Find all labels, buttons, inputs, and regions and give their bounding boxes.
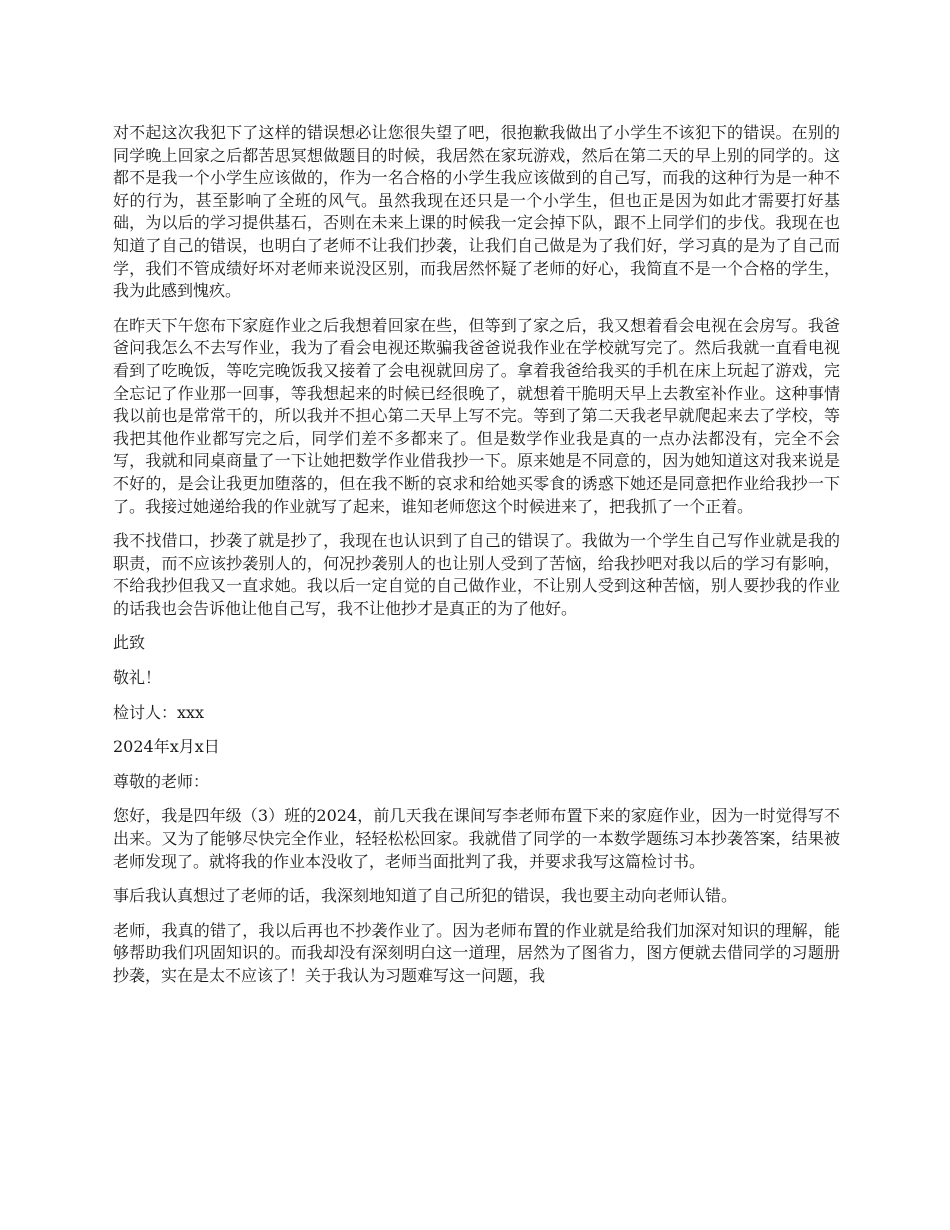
paragraph-reflection: 我不找借口，抄袭了就是抄了，我现在也认识到了自己的错误了。我做为一个学生自己写作业就是我的职责，而不应该抄袭别人的，何况抄袭别人的也让别人受到了苦恼，给我抄吧对我以后的学习有影响，不给我抄但我又一直求她。我以后一定自觉的自己做作业，不让别人受到这种苦恼，别人要抄我的作业的话我也会告诉他让他自己写，我不让他抄才是真正的为了他好。 (113, 531, 840, 618)
date-line: 2024年x月x日 (113, 737, 220, 757)
signature-line: 检讨人：xxx (113, 702, 205, 722)
second-letter-greeting: 尊敬的老师： (113, 771, 210, 791)
closing-salutation: 此致 (113, 633, 146, 653)
paragraph-apology-intro: 对不起这次我犯下了这样的错误想必让您很失望了吧，很抱歉我做出了小学生不该犯下的错误。在别的同学晚上回家之后都苦思冥想做题目的时候，我居然在家玩游戏，然后在第二天的早上别的同学的。这都不是我一个小学生应该做的，作为一名合格的小学生我应该做到的自己写，而我的这种行为是一种不好的行为，甚至影响了全班的风气。虽然我现在还只是一个小学生，但也正是因为如此才需要打好基础，为以后的学习提供基石，否则在未来上课的时候我一定会掉下队，跟不上同学们的步伐。我现在也知道了自己的错误，也明白了老师不让我们抄袭，让我们自己做是为了我们好，学习真的是为了自己而学，我们不管成绩好坏对老师来说没区别，而我居然怀疑了老师的好心，我简直不是一个合格的学生，我为此感到愧疚。 (113, 123, 840, 301)
document-body (113, 122, 840, 1000)
paragraph-incident-account: 在昨天下午您布下家庭作业之后我想着回家在些，但等到了家之后，我又想着看会电视在会房写。我爸爸问我怎么不去写作业，我为了看会电视还欺骗我爸爸说我作业在学校就写完了。然后我就一直看电视看到了吃晚饭，等吃完晚饭我又接着了会电视就回房了。拿着我爸给我买的手机在床上玩起了游戏，完全忘记了作业那一回事，等我想起来的时候已经很晚了，就想着干脆明天早上去教室补作业。这种事情我以前也是常常干的，所以我并不担心第二天早上写不完。等到了第二天我老早就爬起来去了学校，等我把其他作业都写完之后，同学们差不多都来了。但是数学作业我是真的一点办法都没有，完全不会写，我就和同桌商量了一下让她把数学作业借我抄一下。原来她是不同意的，因为她知道这对我来说是不好的，是会让我更加堕落的，但在我不断的哀求和给她买零食的诱惑下她还是同意把作业给我抄一下了。我接过她递给我的作业就写了起来，谁知老师您这个时候进来了，把我抓了一个正着。 (113, 315, 840, 516)
paragraph-acknowledgement: 事后我认真想过了老师的话，我深刻地知道了自己所犯的错误，我也要主动向老师认错。 (113, 886, 738, 906)
closing-regards: 敬礼！ (113, 668, 162, 688)
paragraph-promise: 老师，我真的错了，我以后再也不抄袭作业了。因为老师布置的作业就是给我们加深对知识的理解，能够帮助我们巩固知识的。而我却没有深刻明白这一道理，居然为了图省力，图方便就去借同学的习题册抄袭，实在是太不应该了！关于我认为习题难写这一问题，我 (113, 920, 840, 985)
paragraph-second-letter-intro: 您好，我是四年级（3）班的2024，前几天我在课间写李老师布置下来的家庭作业，因为一时觉得写不出来。又为了能够尽快完全作业，轻轻松松回家。我就借了同学的一本数学题练习本抄袭答案，结果被老师发现了。就将我的作业本没收了，老师当面批判了我，并要求我写这篇检讨书。 (113, 806, 840, 871)
